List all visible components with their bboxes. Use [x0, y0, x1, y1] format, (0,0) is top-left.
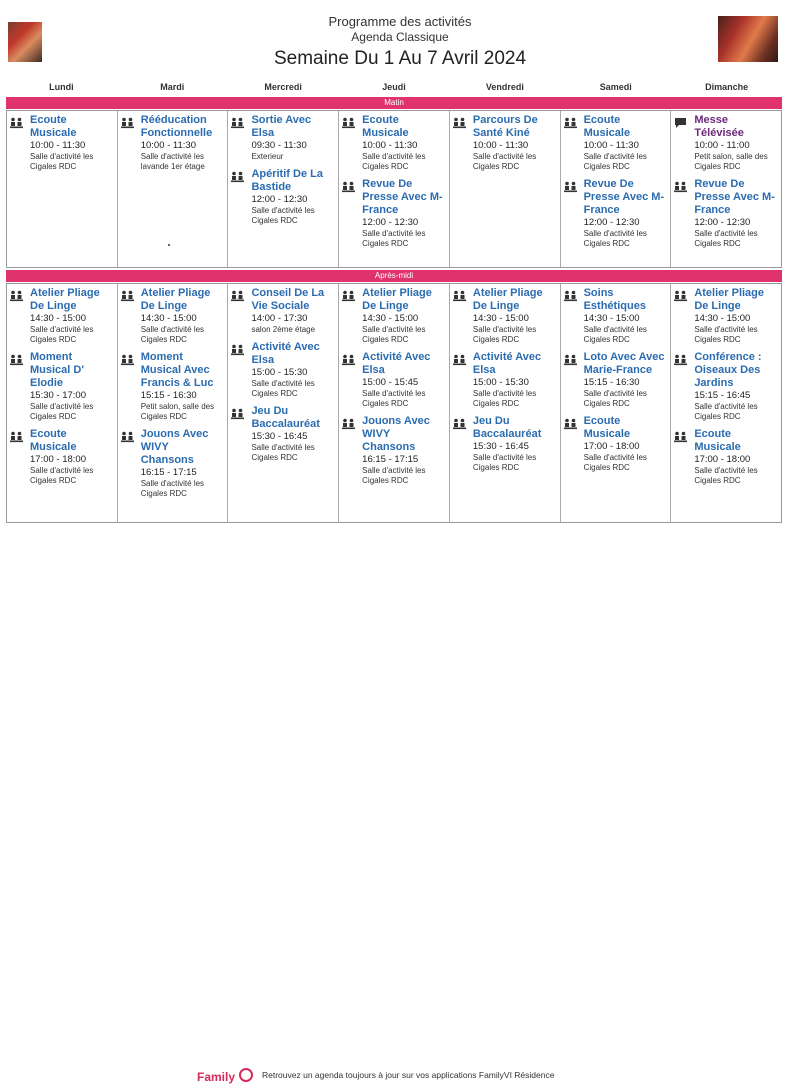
- family-logo-mark-icon: [239, 1068, 253, 1082]
- activity-time: 14:30 - 15:00: [472, 313, 529, 324]
- activity-entry[interactable]: [121, 287, 225, 345]
- activity-entry[interactable]: [231, 114, 335, 162]
- day-header-dimanche: Dimanche: [705, 82, 749, 92]
- activity-place: Salle d'activité les Cigales RDC: [140, 325, 205, 344]
- activity-entry[interactable]: [121, 428, 225, 499]
- activity-time: 14:30 - 15:00: [694, 313, 751, 324]
- group-icon: [10, 290, 24, 345]
- activity-entry[interactable]: [10, 287, 114, 345]
- activity-entry[interactable]: [564, 415, 668, 473]
- activity-body: [694, 428, 778, 486]
- activity-entry[interactable]: [564, 114, 668, 172]
- group-icon: [231, 171, 245, 226]
- activity-title: Activité Avec Elsa: [472, 351, 542, 376]
- activity-place: Salle d'activité les Cigales RDC: [251, 379, 315, 398]
- group-icon: [231, 344, 245, 399]
- activity-title: Conférence : Oiseaux Des Jardins: [694, 351, 762, 389]
- group-icon: [121, 431, 135, 499]
- activity-title: Moment Musical D' Elodie: [30, 351, 84, 389]
- activity-title: Atelier Pliage De Linge: [362, 287, 432, 312]
- group-icon: [674, 290, 688, 345]
- group-icon: [674, 431, 688, 486]
- activity-body: [694, 178, 778, 249]
- activity-place: Salle d'activité les lavande 1er étage: [140, 152, 205, 171]
- activity-body: [251, 287, 335, 335]
- activity-time: 12:00 - 12:30: [362, 217, 419, 228]
- group-icon: [10, 431, 24, 486]
- day-header-jeudi: Jeudi: [382, 82, 406, 92]
- activity-entry[interactable]: [674, 114, 778, 172]
- activity-title: Ecoute Musicale: [583, 415, 631, 440]
- activity-title: Ecoute Musicale: [362, 114, 409, 139]
- activity-body: [362, 415, 446, 486]
- activity-place: Salle d'activité les Cigales RDC: [251, 206, 315, 225]
- activity-title: Ecoute Musicale: [694, 428, 741, 453]
- activity-entry[interactable]: [453, 415, 557, 473]
- group-icon: [453, 418, 467, 473]
- activity-body: [141, 287, 225, 345]
- morning-column-samedi: [561, 111, 672, 267]
- morning-column-vendredi: [450, 111, 561, 267]
- activity-entry[interactable]: [674, 428, 778, 486]
- activity-body: [473, 287, 557, 345]
- morning-grid: [6, 110, 782, 268]
- activity-body: [362, 178, 446, 249]
- day-header-vendredi: Vendredi: [485, 82, 524, 92]
- group-icon: [121, 290, 135, 345]
- activity-entry[interactable]: [674, 351, 778, 422]
- group-icon: [231, 117, 245, 162]
- activity-title: Parcours De Santé Kiné: [472, 114, 538, 139]
- morning-band: Matin: [6, 97, 782, 109]
- activity-time: 16:15 - 17:15: [362, 454, 419, 465]
- activity-entry[interactable]: [564, 351, 668, 409]
- group-icon: [674, 181, 688, 249]
- activity-body: [473, 114, 557, 172]
- activity-time: 15:30 - 16:45: [472, 441, 529, 452]
- activity-title: Soins Esthétiques: [583, 287, 646, 312]
- afternoon-band: Après-midi: [6, 270, 782, 282]
- activity-entry[interactable]: [10, 428, 114, 486]
- day-header-mardi: Mardi: [160, 82, 185, 92]
- activity-entry[interactable]: [231, 287, 335, 335]
- activity-body: [694, 114, 778, 172]
- activity-place: Salle d'activité les Cigales RDC: [694, 325, 758, 344]
- afternoon-column-vendredi: [450, 284, 561, 522]
- activity-time: 15:00 - 15:30: [251, 367, 308, 378]
- activity-time: 15:00 - 15:30: [472, 377, 529, 388]
- morning-column-mercredi: [228, 111, 339, 267]
- activity-title: Activité Avec Elsa: [251, 341, 320, 366]
- activity-title: Revue De Presse Avec M-France: [583, 178, 665, 216]
- group-icon: [10, 354, 24, 422]
- group-icon: [564, 354, 578, 409]
- afternoon-column-samedi: [561, 284, 672, 522]
- activity-title: Atelier Pliage De Linge: [472, 287, 543, 312]
- activity-body: [584, 351, 668, 409]
- activity-time: 15:15 - 16:45: [694, 390, 751, 401]
- activity-place: Petit salon, salle des Cigales RDC: [140, 402, 215, 421]
- activity-time: 14:30 - 15:00: [583, 313, 640, 324]
- family-logo: Family: [197, 1070, 236, 1084]
- activity-body: [362, 351, 446, 409]
- activity-time: 14:30 - 15:00: [140, 313, 197, 324]
- activity-entry[interactable]: [231, 405, 335, 463]
- activity-body: [473, 351, 557, 409]
- activity-entry[interactable]: [564, 178, 668, 249]
- activity-body: [694, 287, 778, 345]
- activity-entry[interactable]: [231, 168, 335, 226]
- activity-time: 12:00 - 12:30: [251, 194, 308, 205]
- activity-place: Salle d'activité les Cigales RDC: [694, 466, 758, 485]
- activity-time: 14:00 - 17:30: [251, 313, 308, 324]
- activity-place: Salle d'activité les Cigales RDC: [30, 466, 94, 485]
- activity-time: 10:00 - 11:00: [694, 140, 750, 151]
- group-icon: [342, 117, 356, 172]
- afternoon-grid: [6, 283, 782, 523]
- activity-time: 15:15 - 16:30: [583, 377, 640, 388]
- group-icon: [674, 354, 688, 422]
- group-icon: [342, 354, 356, 409]
- morning-column-jeudi: [339, 111, 450, 267]
- activity-title: Rééducation Fonctionnelle: [140, 114, 213, 139]
- group-icon: [231, 290, 245, 335]
- page-footer: [0, 532, 800, 1084]
- activity-title: Moment Musical Avec Francis & Luc: [140, 351, 214, 389]
- activity-time: 10:00 - 11:30: [583, 140, 639, 151]
- activity-body: [30, 287, 114, 345]
- morning-column-lundi: [7, 111, 118, 267]
- activity-time: 10:00 - 11:30: [140, 140, 197, 151]
- activity-time: 10:00 - 11:30: [472, 140, 529, 151]
- day-header-lundi: Lundi: [49, 82, 74, 92]
- activity-body: [251, 114, 335, 162]
- group-icon: [231, 408, 245, 463]
- group-icon: [342, 418, 356, 486]
- footer-text: Retrouvez un agenda toujours à jour sur vos applications FamilyVI Résidence: [262, 1070, 555, 1080]
- activity-title: Revue De Presse Avec M-France: [694, 178, 775, 216]
- activity-place: Salle d'activité les Cigales RDC: [30, 402, 94, 421]
- activity-time: 12:00 - 12:30: [583, 217, 640, 228]
- activity-place: Salle d'activité les Cigales RDC: [472, 325, 537, 344]
- program-title: Programme des activités: [328, 14, 472, 29]
- activity-place: Salle d'activité les Cigales RDC: [583, 453, 647, 472]
- activity-place: Salle d'activité les Cigales RDC: [694, 402, 758, 421]
- activity-entry[interactable]: [453, 351, 557, 409]
- activity-body: [141, 114, 225, 172]
- activity-place: Salle d'activité les Cigales RDC: [362, 229, 426, 248]
- group-icon: [564, 181, 578, 249]
- activity-entry[interactable]: [10, 114, 114, 172]
- day-header-mercredi: Mercredi: [264, 82, 302, 92]
- page-header: [0, 0, 800, 80]
- activity-title: Jouons Avec WIVY Chansons: [362, 415, 430, 453]
- group-icon: [453, 354, 467, 409]
- activity-body: [30, 428, 114, 486]
- activity-title: Jeu Du Baccalauréat: [251, 405, 320, 430]
- activity-place: Salle d'activité les Cigales RDC: [140, 479, 205, 498]
- activity-title: Loto Avec Avec Marie-France: [583, 351, 665, 376]
- activity-body: [141, 428, 225, 499]
- activity-body: [694, 351, 778, 422]
- activity-title: Jeu Du Baccalauréat: [472, 415, 542, 440]
- activity-place: Salle d'activité les Cigales RDC: [362, 389, 426, 408]
- activity-time: 14:30 - 15:00: [30, 313, 86, 324]
- activity-time: 10:00 - 11:30: [362, 140, 418, 151]
- activity-place: Salle d'activité les Cigales RDC: [583, 389, 647, 408]
- activity-time: 17:00 - 18:00: [694, 454, 751, 465]
- activity-place: Salle d'activité les Cigales RDC: [694, 229, 758, 248]
- activity-place: salon 2ème étage: [251, 325, 316, 334]
- week-title: Semaine Du 1 Au 7 Avril 2024: [273, 48, 527, 69]
- activity-title: Activité Avec Elsa: [362, 351, 431, 376]
- activity-place: Salle d'activité les Cigales RDC: [362, 466, 426, 485]
- activity-place: Salle d'activité les Cigales RDC: [472, 152, 537, 171]
- day-header-samedi: Samedi: [599, 82, 632, 92]
- activity-place: Salle d'activité les Cigales RDC: [251, 443, 315, 462]
- agenda-type: Agenda Classique: [351, 30, 449, 44]
- activity-body: [251, 341, 335, 399]
- activity-body: [362, 114, 446, 172]
- group-icon: [564, 418, 578, 473]
- activity-title: Ecoute Musicale: [30, 114, 77, 139]
- activity-body: [584, 178, 668, 249]
- activity-time: 10:00 - 11:30: [30, 140, 86, 151]
- activity-place: Petit salon, salle des Cigales RDC: [694, 152, 768, 171]
- activity-entry[interactable]: [342, 287, 446, 345]
- activity-time: 12:00 - 12:30: [694, 217, 751, 228]
- activity-place: Salle d'activité les Cigales RDC: [583, 325, 647, 344]
- activity-entry[interactable]: [342, 415, 446, 486]
- activity-title: Ecoute Musicale: [583, 114, 631, 139]
- activity-entry[interactable]: [453, 287, 557, 345]
- activity-entry[interactable]: [342, 114, 446, 172]
- activity-title: Atelier Pliage De Linge: [694, 287, 765, 312]
- afternoon-column-lundi: [7, 284, 118, 522]
- activity-time: 09:30 - 11:30: [251, 140, 307, 151]
- activity-entry[interactable]: [674, 287, 778, 345]
- activity-body: [584, 114, 668, 172]
- group-icon: [121, 354, 135, 422]
- activity-title: Conseil De La Vie Sociale: [251, 287, 325, 312]
- activity-body: [141, 351, 225, 422]
- activity-time: 14:30 - 15:00: [362, 313, 419, 324]
- morning-column-dimanche: [671, 111, 781, 267]
- activity-place: Salle d'activité les Cigales RDC: [472, 453, 537, 472]
- activity-body: [30, 351, 114, 422]
- group-icon: [453, 290, 467, 345]
- activity-time: 17:00 - 18:00: [583, 441, 640, 452]
- activity-place: Salle d'activité les Cigales RDC: [362, 152, 426, 171]
- activity-entry[interactable]: [121, 114, 225, 172]
- residence-photo-right: [718, 16, 778, 62]
- activity-title: Atelier Pliage De Linge: [30, 287, 100, 312]
- activity-entry[interactable]: [342, 351, 446, 409]
- activity-place: Salle d'activité les Cigales RDC: [30, 152, 94, 171]
- activity-place: Exterieur: [251, 152, 284, 161]
- activity-body: [473, 415, 557, 473]
- morning-column-mardi: [118, 111, 229, 267]
- activity-time: 15:15 - 16:30: [140, 390, 197, 401]
- afternoon-column-mercredi: [228, 284, 339, 522]
- activity-entry[interactable]: [674, 178, 778, 249]
- afternoon-column-mardi: [118, 284, 229, 522]
- activity-entry[interactable]: [10, 351, 114, 422]
- activity-time: 16:15 - 17:15: [140, 467, 197, 478]
- activity-title: Sortie Avec Elsa: [251, 114, 312, 139]
- activity-place: Salle d'activité les Cigales RDC: [362, 325, 426, 344]
- activity-entry[interactable]: [121, 351, 225, 422]
- activity-title: Apéritif De La Bastide: [251, 168, 323, 193]
- group-icon: [453, 117, 467, 172]
- activity-place: Salle d'activité les Cigales RDC: [583, 229, 647, 248]
- activity-time: 15:30 - 16:45: [251, 431, 308, 442]
- activity-body: [584, 415, 668, 473]
- activity-entry[interactable]: [342, 178, 446, 249]
- speech-icon: [674, 117, 688, 172]
- group-icon: [121, 117, 135, 172]
- activity-title: Ecoute Musicale: [30, 428, 77, 453]
- activity-time: 17:00 - 18:00: [30, 454, 86, 465]
- group-icon: [342, 181, 356, 249]
- activity-title: Messe Télévisée: [694, 114, 744, 139]
- activity-title: Revue De Presse Avec M-France: [362, 178, 443, 216]
- day-headers: [6, 82, 782, 96]
- activity-entry[interactable]: [231, 341, 335, 399]
- activity-body: [584, 287, 668, 345]
- activity-place: Salle d'activité les Cigales RDC: [583, 152, 647, 171]
- activity-place: Salle d'activité les Cigales RDC: [472, 389, 537, 408]
- activity-place: Salle d'activité les Cigales RDC: [30, 325, 94, 344]
- activity-time: 15:30 - 17:00: [30, 390, 86, 401]
- activity-body: [251, 405, 335, 463]
- activity-entry[interactable]: [453, 114, 557, 172]
- afternoon-column-jeudi: [339, 284, 450, 522]
- activity-time: 15:00 - 15:45: [362, 377, 419, 388]
- activity-title: Jouons Avec WIVY Chansons: [140, 428, 209, 466]
- group-icon: [342, 290, 356, 345]
- activity-body: [362, 287, 446, 345]
- group-icon: [564, 117, 578, 172]
- stray-dot: [168, 244, 170, 246]
- afternoon-column-dimanche: [671, 284, 781, 522]
- activity-body: [30, 114, 114, 172]
- group-icon: [10, 117, 24, 172]
- activity-entry[interactable]: [564, 287, 668, 345]
- activity-body: [251, 168, 335, 226]
- activity-title: Atelier Pliage De Linge: [140, 287, 211, 312]
- group-icon: [564, 290, 578, 345]
